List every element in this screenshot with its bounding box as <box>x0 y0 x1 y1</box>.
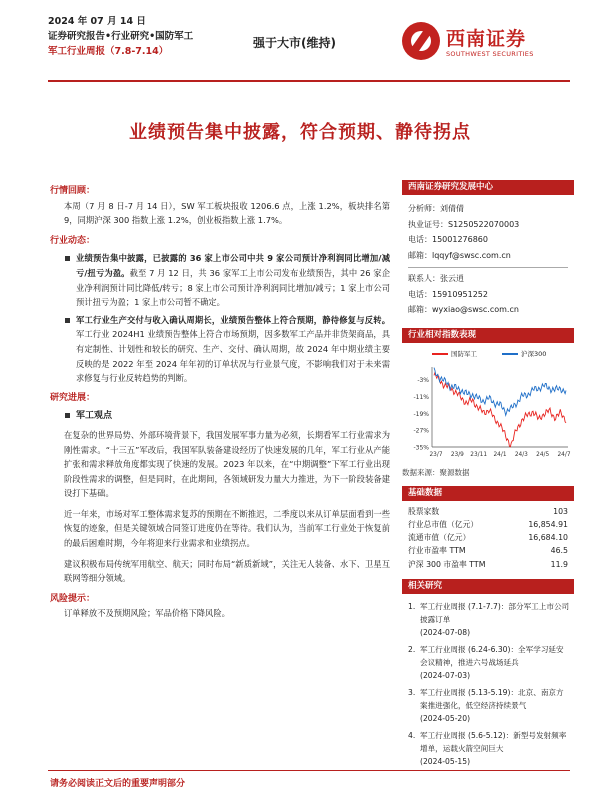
basic-data-table <box>402 501 574 571</box>
basic-key: 股票家数 <box>408 506 440 516</box>
x-tick-label: 23/9 <box>450 451 464 458</box>
industry-heading: 行业动态： <box>50 235 96 246</box>
report-header <box>48 14 570 74</box>
research-para-3: 建议积极布局传统军用航空、航天；同时布局“新质新域”，关注无人装备、水下、卫星互联网等细分领域。 <box>64 558 390 584</box>
related-number: 3. <box>408 687 416 697</box>
basic-data-heading: 基础数据 <box>402 486 574 501</box>
y-tick-label: -19% <box>413 410 429 418</box>
analyst-phone: 电话：15001276860 <box>408 235 488 244</box>
weekly-label: 军工行业周报（7.8-7.14） <box>48 46 169 57</box>
basic-key: 行业总市值（亿元） <box>408 519 479 529</box>
header-meta <box>48 14 193 59</box>
related-heading: 相关研究 <box>402 579 574 594</box>
related-title: 军工行业周报 (5.6-5.12)：新型号发射频率增单，运载火箭空间巨大 <box>420 730 567 753</box>
logo-en: SOUTHWEST SECURITIES <box>446 50 534 58</box>
industry-bullet-1 <box>64 251 390 309</box>
related-date: (2024-05-20) <box>420 713 471 723</box>
bullet-1-lead: 业绩预告集中披露，已披露的 36 家上市公司中共 9 家公司预计净利润同比增加/减亏/扭亏为盈。 <box>76 253 390 278</box>
main-column <box>50 180 390 621</box>
y-tick-label: -35% <box>413 444 429 451</box>
header-divider <box>48 80 570 82</box>
basic-value: 16,684.10 <box>528 533 568 543</box>
report-title: 业绩预告集中披露，符合预期、静待拐点 <box>129 122 471 143</box>
logo-cn: 西南证券 <box>446 28 527 50</box>
legend-item-csi300 <box>502 349 546 358</box>
contact-phone: 电话：15910951252 <box>408 289 488 299</box>
basic-value: 103 <box>553 506 568 516</box>
basic-key: 沪深 300 市盈率 TTM <box>408 559 486 569</box>
legend-label-defense: 国防军工 <box>451 349 477 358</box>
legend-item-defense <box>432 349 477 358</box>
research-para-2: 近一年来，市场对军工整体需求复苏的预期在不断推迟，二季度以来从订单层面看到一些恢复的迹象，但是关键领域合同签订进度仍在等待。我们认为，当前军工行业处于恢复前的最后困难时期，今年将迎来行业需求和业绩拐点。 <box>64 508 390 549</box>
chart-legend <box>402 347 574 361</box>
relative-index-chart <box>402 361 574 463</box>
x-tick-label: 24/3 <box>514 451 528 458</box>
related-item[interactable] <box>408 600 570 639</box>
legend-swatch-csi300 <box>502 353 518 355</box>
x-tick-label: 23/11 <box>470 451 488 458</box>
contact-email[interactable]: 邮箱：wyxiao@swsc.com.cn <box>408 305 519 314</box>
x-tick-label: 24/1 <box>493 451 507 458</box>
analyst-divider <box>408 267 568 268</box>
footer-divider <box>48 770 570 771</box>
chart-heading: 行业相对指数表现 <box>402 328 574 343</box>
basic-key: 流通市值（亿元） <box>408 533 471 543</box>
basic-value: 11.9 <box>550 559 568 569</box>
basic-row <box>402 544 574 557</box>
rating: 强于大市(维持) <box>253 36 336 50</box>
y-tick-label: -11% <box>413 393 429 401</box>
relative-index-chart-box <box>402 328 574 478</box>
x-tick-label: 24/5 <box>536 451 550 458</box>
related-date: (2024-05-15) <box>420 756 471 766</box>
x-tick-label: 23/7 <box>429 451 443 458</box>
analyst-name: 分析师：刘倩倩 <box>408 204 464 213</box>
basic-row <box>402 518 574 531</box>
company-logo <box>402 22 562 66</box>
related-title: 军工行业周报 (6.24-6.30)：全军学习延安会议精神，推进六号战场延兵 <box>420 644 564 667</box>
y-tick-label: -27% <box>413 427 429 435</box>
basic-value: 46.5 <box>550 546 568 556</box>
related-item[interactable] <box>408 729 570 768</box>
team-heading: 西南证券研究发展中心 <box>402 180 574 195</box>
analyst-email[interactable]: 邮箱：lqqyf@swsc.com.cn <box>408 250 511 260</box>
research-heading: 研究进展： <box>50 392 96 403</box>
related-number: 1. <box>408 601 416 611</box>
basic-row <box>402 505 574 518</box>
industry-bullet-2 <box>64 313 390 386</box>
report-type: 证券研究报告•行业研究•国防军工 <box>48 31 194 42</box>
related-title: 军工行业周报 (5.13-5.19)：北京、南京方案推进强化，低空经济持续景气 <box>420 687 564 710</box>
basic-row <box>402 558 574 571</box>
related-item[interactable] <box>408 643 570 682</box>
related-list <box>402 594 574 768</box>
research-subheading: 军工观点 <box>64 409 390 424</box>
series-line-csi300 <box>434 367 566 415</box>
related-number: 4. <box>408 730 416 740</box>
analyst-info <box>402 195 574 318</box>
chart-source: 数据来源：聚源数据 <box>402 467 470 477</box>
analyst-license: 执业证号：S1250522070003 <box>408 219 520 229</box>
basic-value: 16,854.91 <box>528 519 568 529</box>
related-date: (2024-07-08) <box>420 627 471 637</box>
related-number: 2. <box>408 644 416 654</box>
report-date: 2024 年 07 月 14 日 <box>48 16 146 27</box>
y-tick-label: -3% <box>417 376 429 384</box>
contact-name: 联系人：张云逍 <box>408 274 464 283</box>
footer-disclaimer: 请务必阅读正文后的重要声明部分 <box>50 779 186 789</box>
basic-row <box>402 531 574 544</box>
related-date: (2024-07-03) <box>420 670 471 680</box>
research-para-1: 在复杂的世界局势、外部环境背景下，我国发展军事力量为必须，长期看军工行业需求为刚性需求。“十三五”军改后，我国军队装备建设经历了快速发展的几年，军工行业从产能扩张和需求释放角度都实现了快速的发展。2023 年以来，在“中期调整”下军工行业出现阶段性需求的调整，但是同时，在此期间，各领域研发力量大力推进，为下一阶段装备建设打下基础。 <box>64 429 390 499</box>
bullet-2-lead: 军工行业生产交付与收入确认周期长，业绩预告整体上符合预期，静待修复与反转。 <box>76 314 390 325</box>
market-review-heading: 行情回顾： <box>50 186 96 196</box>
x-tick-label: 24/7 <box>557 451 571 458</box>
bullet-2-body: 军工行业 2024H1 业绩预告整体上符合市场预期，因多数军工产品并非货架商品，具有定制性、计划性和较长的研究、生产、交付、确认周期，故 2024 年中期业绩主要反映的是 2022 年至 2024 年年初的订单状况与行业景气度，不影响我们对于未来需求修复与行业反转趋势的判断。 <box>76 329 390 384</box>
bullet-1-body: 截至 7 月 12 日，共 36 家军工上市公司发布业绩预告，其中 26 家企业净利润预计同比降低/转亏；8 家上市公司预计净利润同比增加/减亏；1 家上市公司预计扭亏为盈；1 家上市公司暂不确定。 <box>76 267 391 308</box>
related-item[interactable] <box>408 686 570 725</box>
sidebar <box>402 180 574 772</box>
related-title: 军工行业周报 (7.1-7.7)：部分军工上市公司披露订单 <box>420 601 570 624</box>
risk-text: 订单释放不及预期风险；军品价格下降风险。 <box>64 608 230 619</box>
legend-label-csi300: 沪深300 <box>521 349 547 358</box>
market-review-text: 本周（7 月 8 日-7 月 14 日），SW 军工板块报收 1206.6 点，上涨 1.2%，板块排名第 9，同期沪深 300 指数上涨 1.2%，创业板指数上涨 1.7%。 <box>64 200 390 226</box>
logo-icon <box>402 22 440 60</box>
basic-key: 行业市盈率 TTM <box>408 546 466 556</box>
risk-heading: 风险提示： <box>50 593 96 604</box>
legend-swatch-defense <box>432 353 448 355</box>
